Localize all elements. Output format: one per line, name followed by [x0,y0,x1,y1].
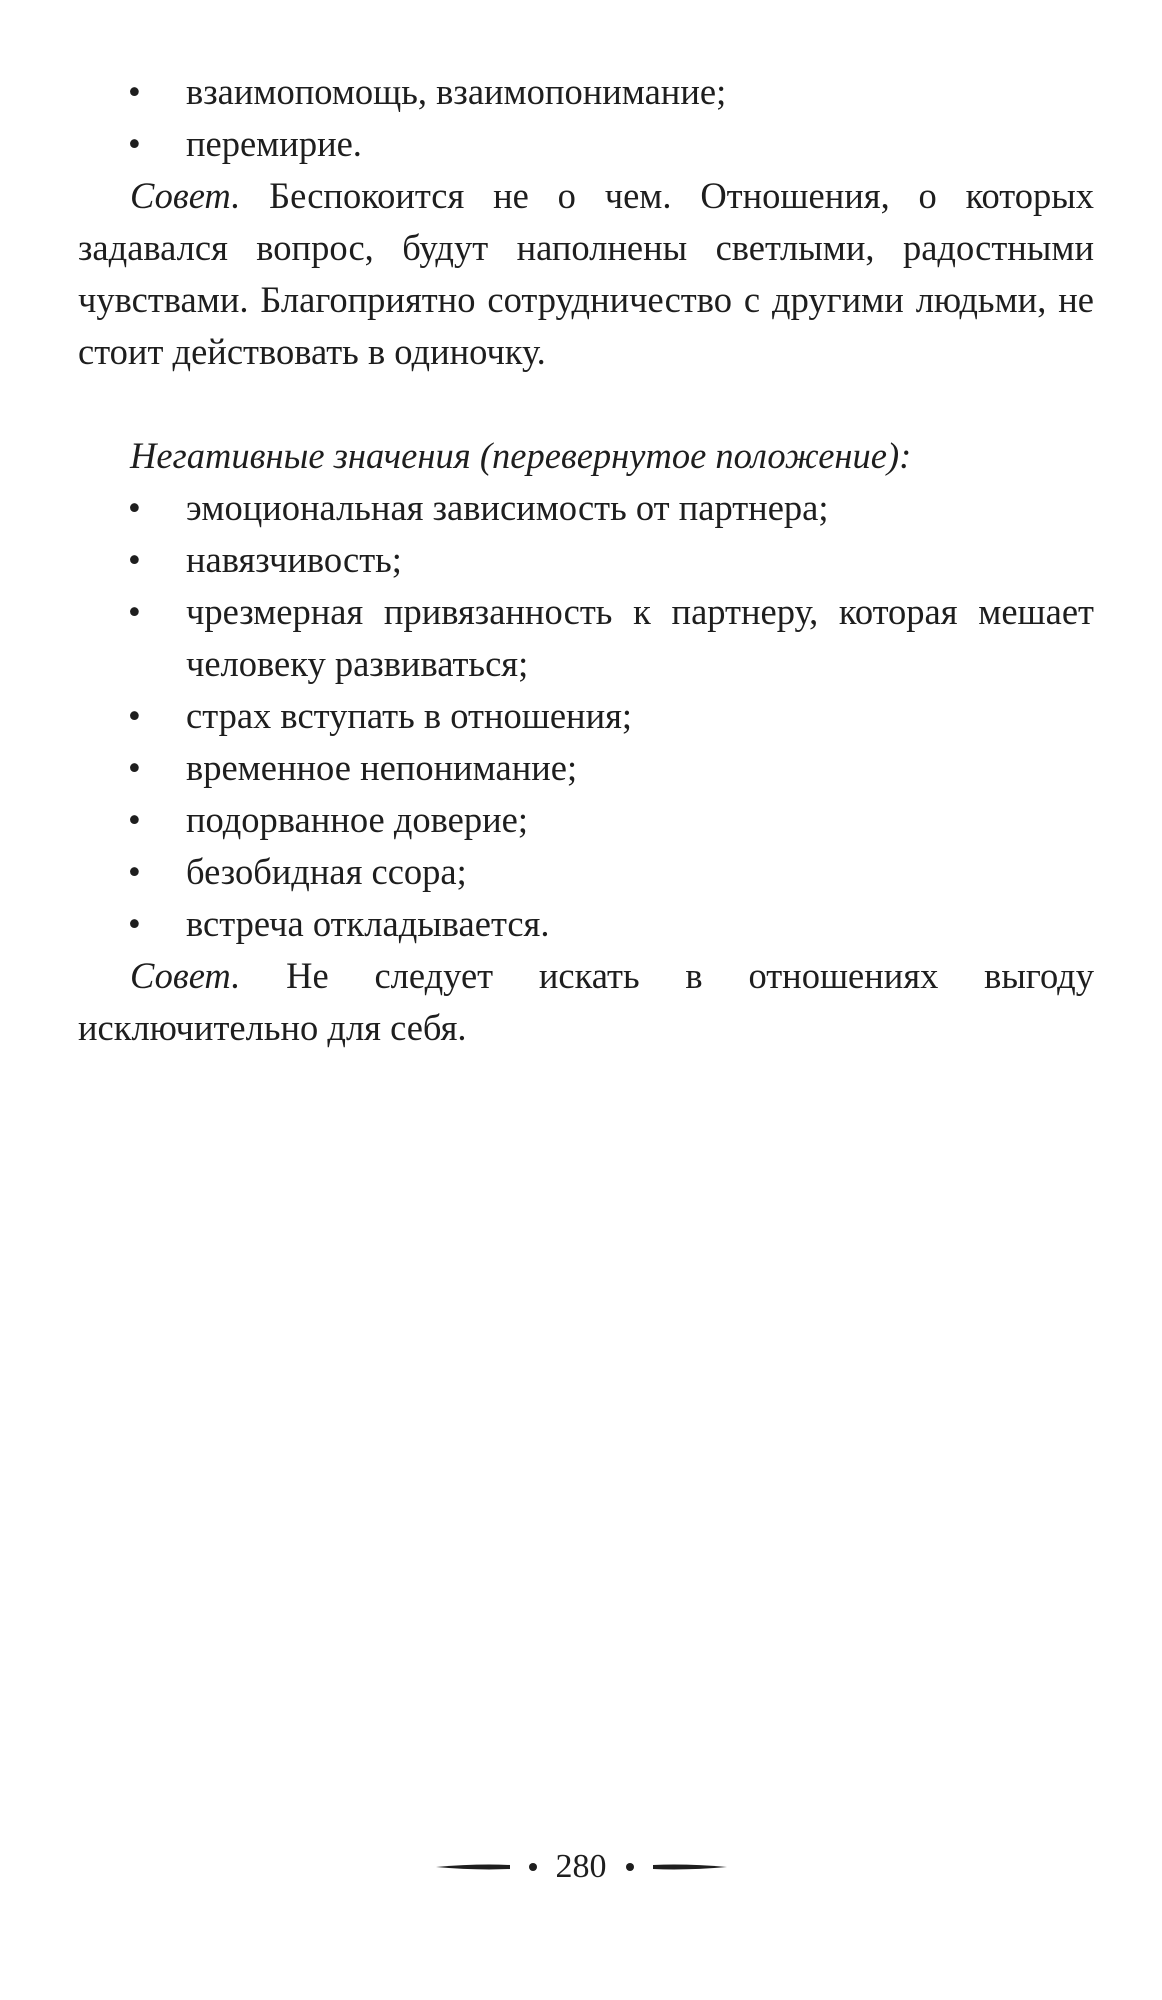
advice-label: Совет. [130,175,241,216]
negative-meanings-heading: Негативные значения (перевернутое положение): [130,435,912,476]
page-content [78,66,1094,1054]
advice-paragraph [78,170,1094,378]
right-ornament-icon [623,1859,727,1875]
list-item: • перемирие. [78,118,1094,170]
list-item: • временное непонимание; [78,742,1094,794]
list-item: • навязчивость; [78,534,1094,586]
list-item: • страх вступать в отношения; [78,690,1094,742]
list-item: • эмоциональная зависимость от партнера; [78,482,1094,534]
top-bullet-list [78,66,1094,170]
list-item: • взаимопомощь, взаимопонимание; [78,66,1094,118]
advice-paragraph [78,950,1094,1054]
list-item: • подорванное доверие; [78,794,1094,846]
advice-text: Не следует искать в отношениях выгоду исключительно для себя. [78,955,1094,1048]
left-ornament-icon [436,1859,540,1875]
page-footer [0,1842,1162,1892]
list-item: • встреча откладывается. [78,898,1094,950]
advice-text: Беспокоится не о чем. Отношения, о которых задавался вопрос, будут наполнены светлыми, радостными чувствами. Благоприятно сотрудничество с другими людьми, не стоит действовать в одиночку. [78,175,1094,372]
negative-bullet-list [78,482,1094,950]
list-item: • чрезмерная привязанность к партнеру, которая мешает человеку развиваться; [78,586,1094,690]
page-number: 280 [555,1848,607,1885]
list-item: • безобидная ссора; [78,846,1094,898]
advice-label: Совет. [130,955,241,996]
